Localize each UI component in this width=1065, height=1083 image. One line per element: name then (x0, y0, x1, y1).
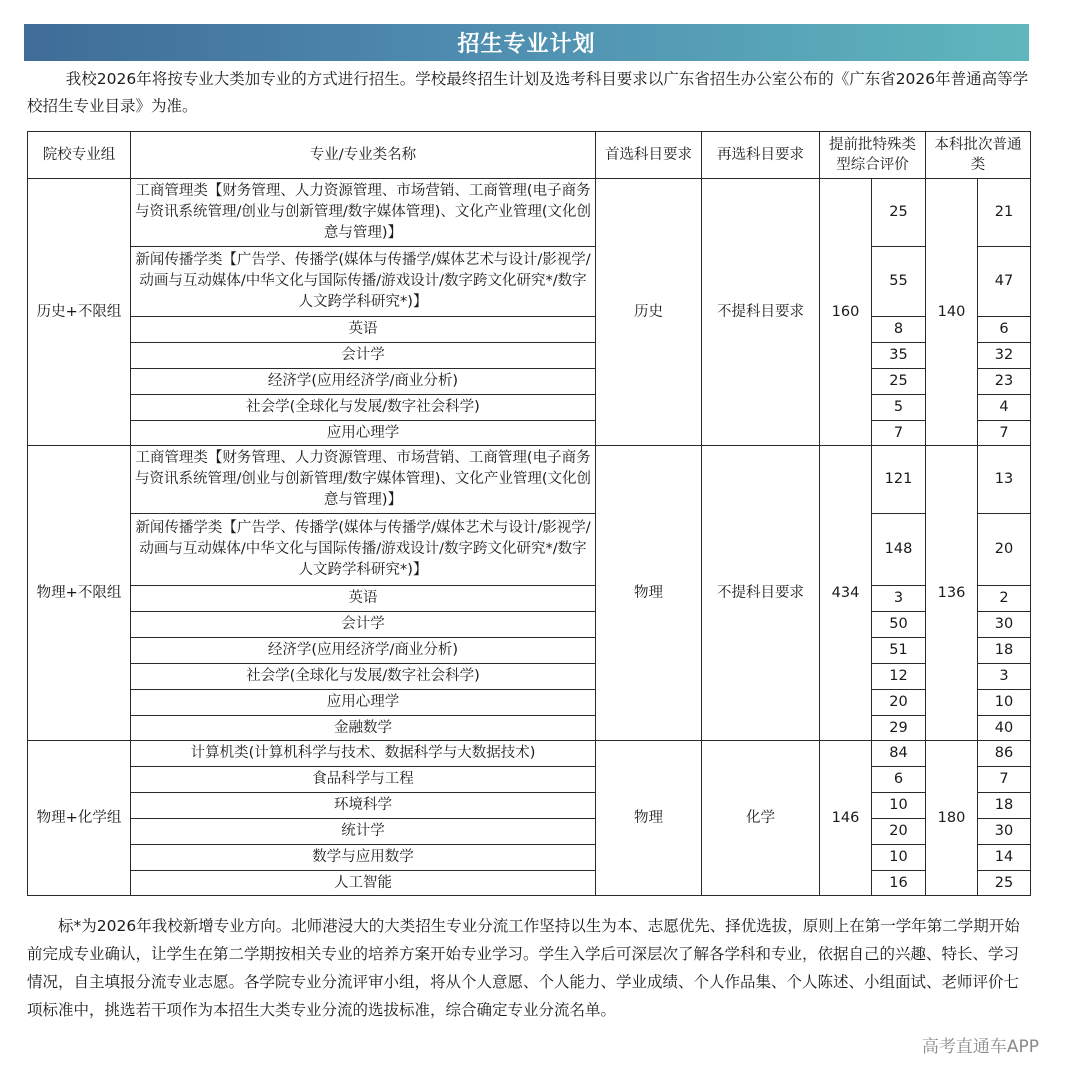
major-cell: 数学与应用数学 (131, 845, 596, 871)
early-batch-count-cell: 55 (872, 247, 926, 317)
second-subject-cell: 不提科目要求 (702, 179, 820, 446)
major-cell: 经济学(应用经济学/商业分析) (131, 638, 596, 664)
major-cell: 经济学(应用经济学/商业分析) (131, 369, 596, 395)
early-batch-total-cell: 146 (820, 741, 872, 896)
regular-batch-count-cell: 40 (978, 716, 1031, 741)
regular-batch-count-cell: 25 (978, 871, 1031, 896)
second-subject-cell: 不提科目要求 (702, 446, 820, 741)
early-batch-count-cell: 20 (872, 819, 926, 845)
first-subject-cell: 历史 (596, 179, 702, 446)
major-cell: 英语 (131, 317, 596, 343)
early-batch-count-cell: 51 (872, 638, 926, 664)
table-row (28, 179, 1031, 247)
major-cell: 社会学(全球化与发展/数字社会科学) (131, 664, 596, 690)
section-title: 招生专业计划 (457, 32, 596, 57)
early-batch-count-cell: 5 (872, 395, 926, 421)
major-cell: 人工智能 (131, 871, 596, 896)
table-row (28, 716, 1031, 741)
regular-batch-count-cell: 30 (978, 612, 1031, 638)
major-cell: 新闻传播学类【广告学、传播学(媒体与传播学/媒体艺术与设计/影视学/动画与互动媒体/中华文化与国际传播/游戏设计/数字跨文化研究*/数字人文跨学科研究*)】 (131, 514, 596, 586)
watermark: 高考直通车APP (921, 1037, 1039, 1057)
table-row (28, 845, 1031, 871)
regular-batch-count-cell: 32 (978, 343, 1031, 369)
major-cell: 食品科学与工程 (131, 767, 596, 793)
header-regular-batch: 本科批次普通类 (926, 132, 1031, 179)
table-row (28, 369, 1031, 395)
group-name-cell: 物理+化学组 (28, 741, 131, 896)
table-header-row (28, 132, 1031, 179)
early-batch-total-cell: 434 (820, 446, 872, 741)
regular-batch-total-cell: 180 (926, 741, 978, 896)
table-row (28, 793, 1031, 819)
early-batch-count-cell: 25 (872, 369, 926, 395)
table-row (28, 317, 1031, 343)
regular-batch-total-cell: 140 (926, 179, 978, 446)
header-group: 院校专业组 (28, 132, 131, 179)
early-batch-count-cell: 6 (872, 767, 926, 793)
regular-batch-count-cell: 2 (978, 586, 1031, 612)
regular-batch-total-cell: 136 (926, 446, 978, 741)
regular-batch-count-cell: 3 (978, 664, 1031, 690)
early-batch-count-cell: 20 (872, 690, 926, 716)
early-batch-count-cell: 121 (872, 446, 926, 514)
major-cell: 社会学(全球化与发展/数字社会科学) (131, 395, 596, 421)
regular-batch-count-cell: 6 (978, 317, 1031, 343)
major-cell: 统计学 (131, 819, 596, 845)
major-cell: 计算机类(计算机科学与技术、数据科学与大数据技术) (131, 741, 596, 767)
early-batch-count-cell: 16 (872, 871, 926, 896)
major-cell: 金融数学 (131, 716, 596, 741)
header-major: 专业/专业类名称 (131, 132, 596, 179)
regular-batch-count-cell: 21 (978, 179, 1031, 247)
early-batch-count-cell: 3 (872, 586, 926, 612)
footnote-paragraph: 标*为2026年我校新增专业方向。北师港浸大的大类招生专业分流工作坚持以生为本、志愿优先、择优选拔，原则上在第一学年第二学期开始前完成专业确认，让学生在第二学期按相关专业的培养方案开始专业学习。学生入学后可深层次了解各学科和专业，依据自己的兴趣、特长、学习情况，自主填报分流专业志愿。各学院专业分流评审小组，将从个人意愿、个人能力、学业成绩、个人作品集、个人陈述、小组面试、老师评价七项标准中，挑选若干项作为本招生大类专业分流的选拔标准，综合确定专业分流名单。 (27, 917, 1020, 1019)
group-name-cell: 物理+不限组 (28, 446, 131, 741)
table-row (28, 741, 1031, 767)
table-row (28, 767, 1031, 793)
early-batch-count-cell: 10 (872, 845, 926, 871)
second-subject-cell: 化学 (702, 741, 820, 896)
regular-batch-count-cell: 20 (978, 514, 1031, 586)
first-subject-cell: 物理 (596, 741, 702, 896)
regular-batch-count-cell: 14 (978, 845, 1031, 871)
table-row (28, 690, 1031, 716)
early-batch-count-cell: 8 (872, 317, 926, 343)
table-row (28, 421, 1031, 446)
major-cell: 环境科学 (131, 793, 596, 819)
major-cell: 会计学 (131, 612, 596, 638)
table-row (28, 395, 1031, 421)
table-row (28, 638, 1031, 664)
major-cell: 应用心理学 (131, 421, 596, 446)
regular-batch-count-cell: 4 (978, 395, 1031, 421)
table-row (28, 819, 1031, 845)
table-row (28, 514, 1031, 586)
early-batch-count-cell: 50 (872, 612, 926, 638)
regular-batch-count-cell: 7 (978, 767, 1031, 793)
header-first-subject: 首选科目要求 (596, 132, 702, 179)
regular-batch-count-cell: 18 (978, 793, 1031, 819)
regular-batch-count-cell: 30 (978, 819, 1031, 845)
regular-batch-count-cell: 10 (978, 690, 1031, 716)
header-second-subject: 再选科目要求 (702, 132, 820, 179)
early-batch-count-cell: 148 (872, 514, 926, 586)
table-row (28, 343, 1031, 369)
early-batch-count-cell: 29 (872, 716, 926, 741)
early-batch-count-cell: 12 (872, 664, 926, 690)
early-batch-count-cell: 25 (872, 179, 926, 247)
group-name-cell: 历史+不限组 (28, 179, 131, 446)
first-subject-cell: 物理 (596, 446, 702, 741)
table-row (28, 586, 1031, 612)
regular-batch-count-cell: 47 (978, 247, 1031, 317)
regular-batch-count-cell: 23 (978, 369, 1031, 395)
major-cell: 新闻传播学类【广告学、传播学(媒体与传播学/媒体艺术与设计/影视学/动画与互动媒体/中华文化与国际传播/游戏设计/数字跨文化研究*/数字人文跨学科研究*)】 (131, 247, 596, 317)
table-row (28, 871, 1031, 896)
admission-plan-table (27, 131, 1031, 896)
table-row (28, 247, 1031, 317)
header-early-batch: 提前批特殊类型综合评价 (820, 132, 926, 179)
regular-batch-count-cell: 13 (978, 446, 1031, 514)
section-banner (24, 24, 1029, 61)
major-cell: 英语 (131, 586, 596, 612)
early-batch-count-cell: 10 (872, 793, 926, 819)
intro-paragraph: 我校2026年将按专业大类加专业的方式进行招生。学校最终招生计划及选考科目要求以广东省招生办公室公布的《广东省2026年普通高等学校招生专业目录》为准。 (27, 70, 1029, 115)
table-row (28, 612, 1031, 638)
major-cell: 应用心理学 (131, 690, 596, 716)
regular-batch-count-cell: 7 (978, 421, 1031, 446)
table-row (28, 446, 1031, 514)
major-cell: 工商管理类【财务管理、人力资源管理、市场营销、工商管理(电子商务与资讯系统管理/创业与创新管理/数字媒体管理)、文化产业管理(文化创意与管理)】 (131, 179, 596, 247)
table-row (28, 664, 1031, 690)
early-batch-count-cell: 84 (872, 741, 926, 767)
regular-batch-count-cell: 18 (978, 638, 1031, 664)
early-batch-count-cell: 7 (872, 421, 926, 446)
early-batch-total-cell: 160 (820, 179, 872, 446)
regular-batch-count-cell: 86 (978, 741, 1031, 767)
major-cell: 会计学 (131, 343, 596, 369)
early-batch-count-cell: 35 (872, 343, 926, 369)
major-cell: 工商管理类【财务管理、人力资源管理、市场营销、工商管理(电子商务与资讯系统管理/创业与创新管理/数字媒体管理)、文化产业管理(文化创意与管理)】 (131, 446, 596, 514)
